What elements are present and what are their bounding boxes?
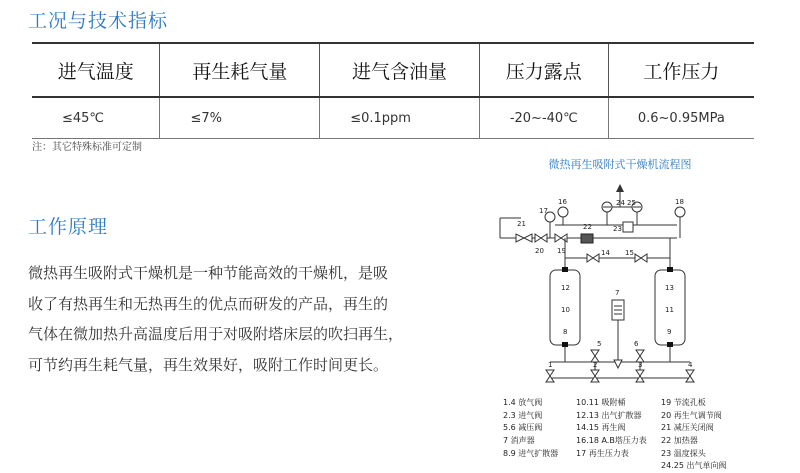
label-16: 16 [558, 198, 567, 206]
label-5: 5 [597, 340, 602, 348]
valve-14-icon [587, 254, 599, 262]
label-17: 17 [539, 207, 548, 215]
outlet-diffuser-12-icon [562, 267, 568, 272]
label-21: 21 [517, 220, 526, 228]
legend-item: 21 减压关闭阀 [661, 423, 714, 433]
spec-table-header-row [32, 43, 754, 97]
label-2: 2 [593, 361, 598, 369]
legend-item: 2.3 进气阀 [503, 410, 543, 420]
label-10: 10 [561, 306, 570, 314]
label-4: 4 [688, 361, 693, 369]
legend-item: 5.6 减压阀 [503, 423, 543, 433]
outlet-diffuser-13-icon [667, 267, 673, 272]
valve-15-icon [635, 254, 647, 262]
valve-20-icon [535, 234, 547, 242]
legend-item: 20 再生气调节阀 [661, 410, 722, 420]
legend-item: 8.9 进气扩散器 [503, 448, 559, 458]
flow-diagram [495, 150, 745, 398]
value-oil-content: ≤0.1ppm [320, 97, 480, 139]
spec-section-title: 工况与技术指标 [28, 10, 169, 32]
principle-line-3: 气体在微加热升高温度后用于对吸附塔床层的吹扫再生， [28, 325, 404, 343]
check-valve-24-icon [602, 202, 612, 212]
principle-line-1: 微热再生吸附式干燥机是一种节能高效的干燥机，是吸 [28, 264, 389, 282]
label-13: 13 [665, 284, 674, 292]
label-23: 23 [613, 225, 622, 233]
label-1: 1 [548, 361, 553, 369]
label-25: 25 [627, 199, 636, 207]
gauge-16-icon [558, 207, 568, 225]
valve-1-icon [546, 370, 554, 382]
legend-item: 16.18 A.B塔压力表 [576, 436, 647, 446]
inlet-diffuser-8-icon [562, 342, 568, 347]
valve-2-icon [591, 370, 599, 382]
outlet-arrow-icon [616, 184, 624, 192]
label-18: 18 [675, 198, 684, 206]
legend-item: 24.25 出气单向阀 [661, 461, 727, 471]
legend-column-3 [661, 397, 726, 473]
legend-item: 23 温度探头 [661, 448, 706, 458]
label-7: 7 [615, 289, 620, 297]
label-24: 24 [616, 199, 625, 207]
col-header-working-pressure: 工作压力 [608, 43, 754, 97]
valve-3-icon [636, 370, 644, 382]
legend-item: 19 节流孔板 [661, 398, 706, 407]
spec-table-value-row [32, 97, 754, 139]
label-11: 11 [665, 306, 674, 314]
custom-note: 注：其它特殊标准可定制 [32, 142, 142, 153]
col-header-inlet-temp: 进气温度 [32, 43, 160, 97]
principle-paragraph [28, 258, 428, 380]
legend-item: 12.13 出气扩散器 [576, 410, 642, 420]
value-working-pressure: 0.6~0.95MPa [608, 97, 754, 139]
label-3: 3 [638, 361, 643, 369]
gauge-18-icon [675, 207, 685, 238]
label-12: 12 [561, 284, 570, 292]
temp-probe-23-icon [623, 222, 633, 232]
legend-column-1 [503, 397, 558, 460]
label-15: 15 [625, 249, 634, 257]
legend-item: 22 加热器 [661, 436, 698, 446]
label-8: 8 [563, 328, 568, 336]
principle-line-2: 收了有热再生和无热再生的优点而研发的产品，再生的 [28, 294, 389, 313]
value-regen-consumption: ≤7% [160, 97, 320, 139]
valve-4-icon [686, 370, 694, 382]
legend-item: 1.4 放气阀 [503, 398, 543, 407]
legend-item: 14.15 再生阀 [576, 423, 626, 433]
legend-item: 10.11 吸附桶 [576, 398, 626, 407]
label-22: 22 [583, 223, 592, 231]
inlet-arrow-icon [614, 360, 622, 368]
principle-section-title: 工作原理 [28, 216, 109, 238]
spec-table [32, 42, 754, 139]
col-header-regen-consumption: 再生耗气量 [160, 43, 320, 97]
value-dew-point: -20~-40℃ [479, 97, 608, 139]
inlet-diffuser-9-icon [667, 342, 673, 347]
legend-item: 7 消声器 [503, 436, 535, 446]
label-6: 6 [634, 340, 639, 348]
valve-21-icon [516, 234, 532, 242]
col-header-oil-content: 进气含油量 [320, 43, 480, 97]
legend-column-2 [576, 397, 647, 460]
legend-item: 17 再生压力表 [576, 448, 629, 458]
label-9: 9 [667, 328, 672, 336]
heater-22-icon [581, 234, 593, 243]
value-inlet-temp: ≤45℃ [32, 97, 160, 139]
col-header-dew-point: 压力露点 [479, 43, 608, 97]
principle-line-4: 可节约再生耗气量，再生效果好，吸附工作时间更长。 [28, 355, 389, 374]
label-19: 19 [557, 247, 566, 255]
diagram-title: 微热再生吸附式干燥机流程图 [548, 158, 692, 171]
label-14: 14 [601, 249, 610, 257]
label-20: 20 [535, 247, 544, 255]
